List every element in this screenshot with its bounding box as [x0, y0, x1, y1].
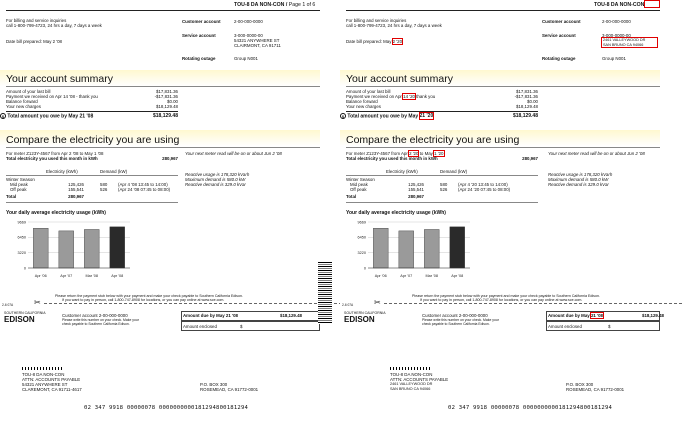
chart-x-tick-label: Apr '06: [34, 274, 47, 278]
usage-row-label: Off peak: [10, 187, 27, 192]
summary-row-value: -$17,831.36: [514, 94, 538, 99]
chart-x-tick-label: Apr '06: [374, 274, 387, 278]
rotating-outage-value: Group N001: [234, 56, 258, 61]
next-read-note: Your next meter read will be on or about Jun 2 '08: [185, 151, 282, 156]
summary-row-value: -$17,831.36: [154, 94, 178, 99]
side-barcode: [318, 262, 332, 324]
season-label: Winter Season: [6, 177, 35, 182]
chart-bar: [33, 228, 48, 268]
col-demand: Demand (kW): [440, 169, 468, 174]
return-note-1: Please return the payment stub below with your payment and make your check payable to Southern California Edison.: [412, 294, 600, 298]
stub-note-1: Please write this number on your check. Make your: [62, 318, 139, 322]
stub-customer-account: Customer account 2-00-000-0000: [62, 313, 128, 318]
mail-barcode: [390, 367, 430, 370]
col-electricity: Electricity (kWh): [46, 169, 78, 174]
summary-row-value: $0.00: [167, 99, 178, 104]
usage-row-kw: 526: [100, 187, 108, 192]
bill-page-annotated: [340, 0, 664, 440]
total-used-label: Total electricity you used this month in kWh: [346, 156, 438, 161]
summary-row-value: $17,831.36: [156, 89, 178, 94]
usage-row-kwh: 155,541: [408, 187, 424, 192]
chart-bar: [424, 229, 439, 268]
usage-row-note: (Apr 24 '08 07:45 to 08:00): [118, 187, 171, 192]
remit-city: ROSEMEAD, CA 91772-0001: [200, 387, 259, 392]
maximum-demand: Maximum demand is 580.0 kW: [185, 177, 246, 182]
service-account-value: 3-000-0000-00: [234, 33, 263, 38]
summary-row-value: $17,831.36: [516, 89, 538, 94]
dollar-circle-icon: $: [341, 114, 345, 119]
customer-account-label: Customer account: [182, 19, 221, 24]
usage-row-kwh: 125,426: [68, 182, 84, 187]
compare-title: Compare the electricity you are using: [346, 134, 520, 146]
meter-period: For meter Z123Y-4567 from Apr 2 '08 to May 1 '08: [6, 151, 104, 156]
return-note-2: If you want to pay in person, call 1-800-747-8908 for locations, or you can pay online at www.sce.com.: [62, 298, 225, 302]
amount-due-label: Amount due by May 21 '08: [183, 313, 238, 318]
chart-x-tick-label: Apr '08: [451, 274, 464, 278]
chart-title: Your daily average electricity usage (kWh): [6, 210, 106, 216]
customer-account-label: Customer account: [542, 19, 581, 24]
service-address-line-2: CLAIRMONT, CA 91711: [234, 43, 281, 48]
scissors-icon: ✂: [374, 298, 381, 307]
chart-x-tick-label: Apr '08: [111, 274, 124, 278]
edison-logo: SOUTHERN CALIFORNIA EDISON: [4, 311, 46, 324]
usage-bar-chart: [6, 218, 136, 280]
total-owed-value: $18,129.48: [512, 113, 538, 119]
usage-row-label: Mid peak: [350, 182, 368, 187]
usage-total-value: 280,967: [68, 194, 84, 199]
usage-row-note: (Apr 4 '20 13:45 to 14:00): [458, 182, 508, 187]
summary-row-value: $0.00: [527, 99, 538, 104]
amount-enclosed-sign: $: [240, 324, 243, 329]
total-owed-label: $ Total amount you owe by May 21 '20: [341, 113, 434, 120]
col-demand: Demand (kW): [100, 169, 128, 174]
dollar-circle-icon: $: [1, 114, 5, 119]
total-used-value: 280,967: [522, 156, 538, 161]
summary-title: Your account summary: [346, 73, 453, 85]
summary-row-label: Payment we received on Apr 14 '08 - thank you: [6, 94, 98, 99]
return-note-1: Please return the payment stub below with your payment and make your check payable to Southern California Edison.: [55, 294, 243, 298]
chart-x-tick-label: Mar '08: [425, 274, 439, 278]
page-header: TOU-8 DA NON-CON / Page 1 of 6: [234, 2, 316, 8]
scan-line: 02 347 9918 00000078 0000000000181294800181294: [448, 405, 613, 411]
total-owed-label: $ Total amount you owe by May 21 '08: [1, 113, 94, 120]
mailing-street: 54321 ANYWHERE ST: [22, 382, 68, 387]
return-note-2: If you want to pay in person, call 1-800-747-8908 for locations, or you can pay online at www.sce.com.: [420, 298, 583, 302]
chart-y-tick-label: 0: [363, 266, 366, 271]
total-used-value: 280,967: [162, 156, 178, 161]
summary-row-label: Amount of your last bill: [346, 89, 391, 94]
remit-pobox: P.O. BOX 300: [200, 382, 228, 387]
summary-row-label: Your new charges: [6, 104, 41, 109]
amount-enclosed-input[interactable]: [246, 322, 318, 330]
redaction-box: [644, 0, 660, 8]
usage-row-kwh: 125,426: [408, 182, 424, 187]
edison-logo: SOUTHERN CALIFORNIA EDISON: [344, 311, 386, 324]
summary-row-value: $18,129.48: [516, 104, 538, 109]
mailing-street: 2461 VALLEYWOOD DR: [390, 382, 433, 386]
mailing-city: SAN BRUNO CA 94066: [390, 387, 431, 391]
mail-barcode: [22, 367, 62, 370]
chart-y-tick-label: 0: [23, 266, 26, 271]
stub-note-1: Please write this number on your check. Make your: [422, 318, 499, 322]
reactive-demand: Reactive demand is 329.0 kVar: [548, 182, 609, 187]
amount-enclosed-label: Amount enclosed: [183, 324, 217, 329]
amount-due-value: $18,129.48: [642, 313, 664, 318]
service-address-line-2: SAN BRUNO CA 94066: [603, 43, 644, 47]
chart-x-tick-label: Apr '07: [60, 274, 73, 278]
chart-y-tick-label: 9669: [357, 220, 366, 225]
chart-y-tick-label: 3220: [17, 251, 26, 256]
service-address-line-1: 54321 ANYWHERE ST: [234, 38, 280, 43]
usage-row-kw: 526: [440, 187, 448, 192]
chart-bar: [84, 229, 99, 268]
service-account-value: 3-000-0000-00: [602, 33, 631, 38]
contact-line-2: call 1-800-799-4723, 24 hrs a day, 7 days a week: [346, 23, 442, 28]
stub-code: 2-6 07A: [2, 303, 14, 307]
chart-y-tick-label: 3220: [357, 251, 366, 256]
contact-line-1: For billing and service inquiries: [346, 18, 407, 23]
rotating-outage-value: Group N001: [602, 56, 626, 61]
reactive-demand: Reactive demand is 329.0 kVar: [185, 182, 246, 187]
reactive-usage: Reactive usage is 178,320 kVarh: [185, 172, 250, 177]
usage-total-value: 280,967: [408, 194, 424, 199]
summary-row-label: Your new charges: [346, 104, 381, 109]
usage-bar-chart: [346, 218, 476, 280]
chart-y-tick-label: 6450: [17, 235, 26, 240]
amount-enclosed-input[interactable]: [614, 322, 658, 330]
usage-row-kw: 580: [100, 182, 108, 187]
amount-enclosed-sign: $: [608, 324, 611, 329]
summary-row-label: Payment we received on Apr 14 '20 thank you: [346, 94, 436, 99]
usage-total-label: Total: [6, 194, 17, 199]
mailing-city: CLAREMONT, CA 91711-4617: [22, 387, 82, 392]
amount-enclosed-label: Amount enclosed: [548, 324, 582, 329]
summary-row-label: Balance forward: [6, 99, 38, 104]
mailing-line-2: ATTN: ACCOUNTS PAYABLE: [22, 377, 81, 382]
mailing-line-1: TOU-8 DA NON-CON: [22, 372, 65, 377]
service-account-label: Service account: [542, 33, 576, 38]
chart-title: Your daily average electricity usage (kWh): [346, 210, 446, 216]
customer-account-value: 2-00-000-0000: [602, 19, 631, 24]
rotating-outage-label: Rotating outage: [182, 56, 216, 61]
usage-row-label: Mid peak: [10, 182, 28, 187]
page-header: TOU-8 DA NON-CON: [594, 2, 645, 8]
chart-bar: [59, 231, 74, 268]
next-read-note: Your next meter read will be on or about Jun 2 '08: [548, 151, 645, 156]
summary-title: Your account summary: [6, 73, 113, 85]
maximum-demand: Maximum demand is 580.0 kW: [548, 177, 609, 182]
total-used-label: Total electricity you used this month in kWh: [6, 156, 98, 161]
chart-y-tick-label: 9669: [17, 220, 26, 225]
usage-row-note: (Apr 4 '08 13:45 to 14:00): [118, 182, 168, 187]
stub-note-2: check payable to Southern California Edison.: [62, 322, 130, 326]
chart-bar: [450, 227, 465, 268]
contact-line-1: For billing and service inquiries: [6, 18, 67, 23]
usage-row-label: Off peak: [350, 187, 367, 192]
summary-row-label: Amount of your last bill: [6, 89, 51, 94]
chart-x-tick-label: Mar '08: [85, 274, 99, 278]
mailing-line-2: ATTN: ACCOUNTS PAYABLE: [390, 377, 449, 382]
meter-period: For meter Z123Y-4567 from Apr 2 '20 to May 1 '20: [346, 151, 444, 156]
chart-bar: [110, 227, 125, 268]
contact-line-2: call 1-800-799-4723, 24 hrs a day, 7 days a week: [6, 23, 102, 28]
stub-code: 2-6 07A: [342, 303, 354, 307]
scan-line: 02 347 9918 00000078 0000000000181294800181294: [84, 405, 249, 411]
usage-row-kw: 580: [440, 182, 448, 187]
amount-due-label: Amount due by May 21 '08: [548, 313, 603, 318]
summary-row-label: Balance forward: [346, 99, 378, 104]
remit-city: ROSEMEAD, CA 91772-0001: [566, 387, 625, 392]
usage-total-label: Total: [346, 194, 357, 199]
service-address-line-1: 2461 VALLEYWOOD DR: [603, 38, 646, 42]
service-account-label: Service account: [182, 33, 216, 38]
stub-note-2: check payable to Southern California Edison.: [422, 322, 490, 326]
bill-date: Date bill prepared: May 2 '08: [6, 39, 62, 44]
amount-due-value: $18,129.48: [280, 313, 302, 318]
usage-row-kwh: 155,541: [68, 187, 84, 192]
chart-bar: [373, 228, 388, 268]
customer-account-value: 2-00-000-0000: [234, 19, 263, 24]
total-owed-value: $18,129.48: [152, 113, 178, 119]
chart-x-tick-label: Apr '07: [400, 274, 413, 278]
remit-pobox: P.O. BOX 300: [566, 382, 594, 387]
reactive-usage: Reactive usage is 178,320 kVarh: [548, 172, 613, 177]
stub-customer-account: Customer account 2-00-000-0000: [422, 313, 488, 318]
season-label: Winter Season: [346, 177, 375, 182]
bill-page-original: [0, 0, 320, 440]
bill-date: Date bill prepared: May 2 '20: [346, 39, 403, 44]
rotating-outage-label: Rotating outage: [542, 56, 576, 61]
col-electricity: Electricity (kWh): [386, 169, 418, 174]
usage-row-note: (Apr 24 '20 07:45 to 08:00): [458, 187, 511, 192]
summary-row-value: $18,129.48: [156, 104, 178, 109]
chart-y-tick-label: 6450: [357, 235, 366, 240]
compare-title: Compare the electricity you are using: [6, 134, 180, 146]
scissors-icon: ✂: [34, 298, 41, 307]
mailing-line-1: TOU-8 DA NON-CON: [390, 372, 433, 377]
chart-bar: [399, 231, 414, 268]
